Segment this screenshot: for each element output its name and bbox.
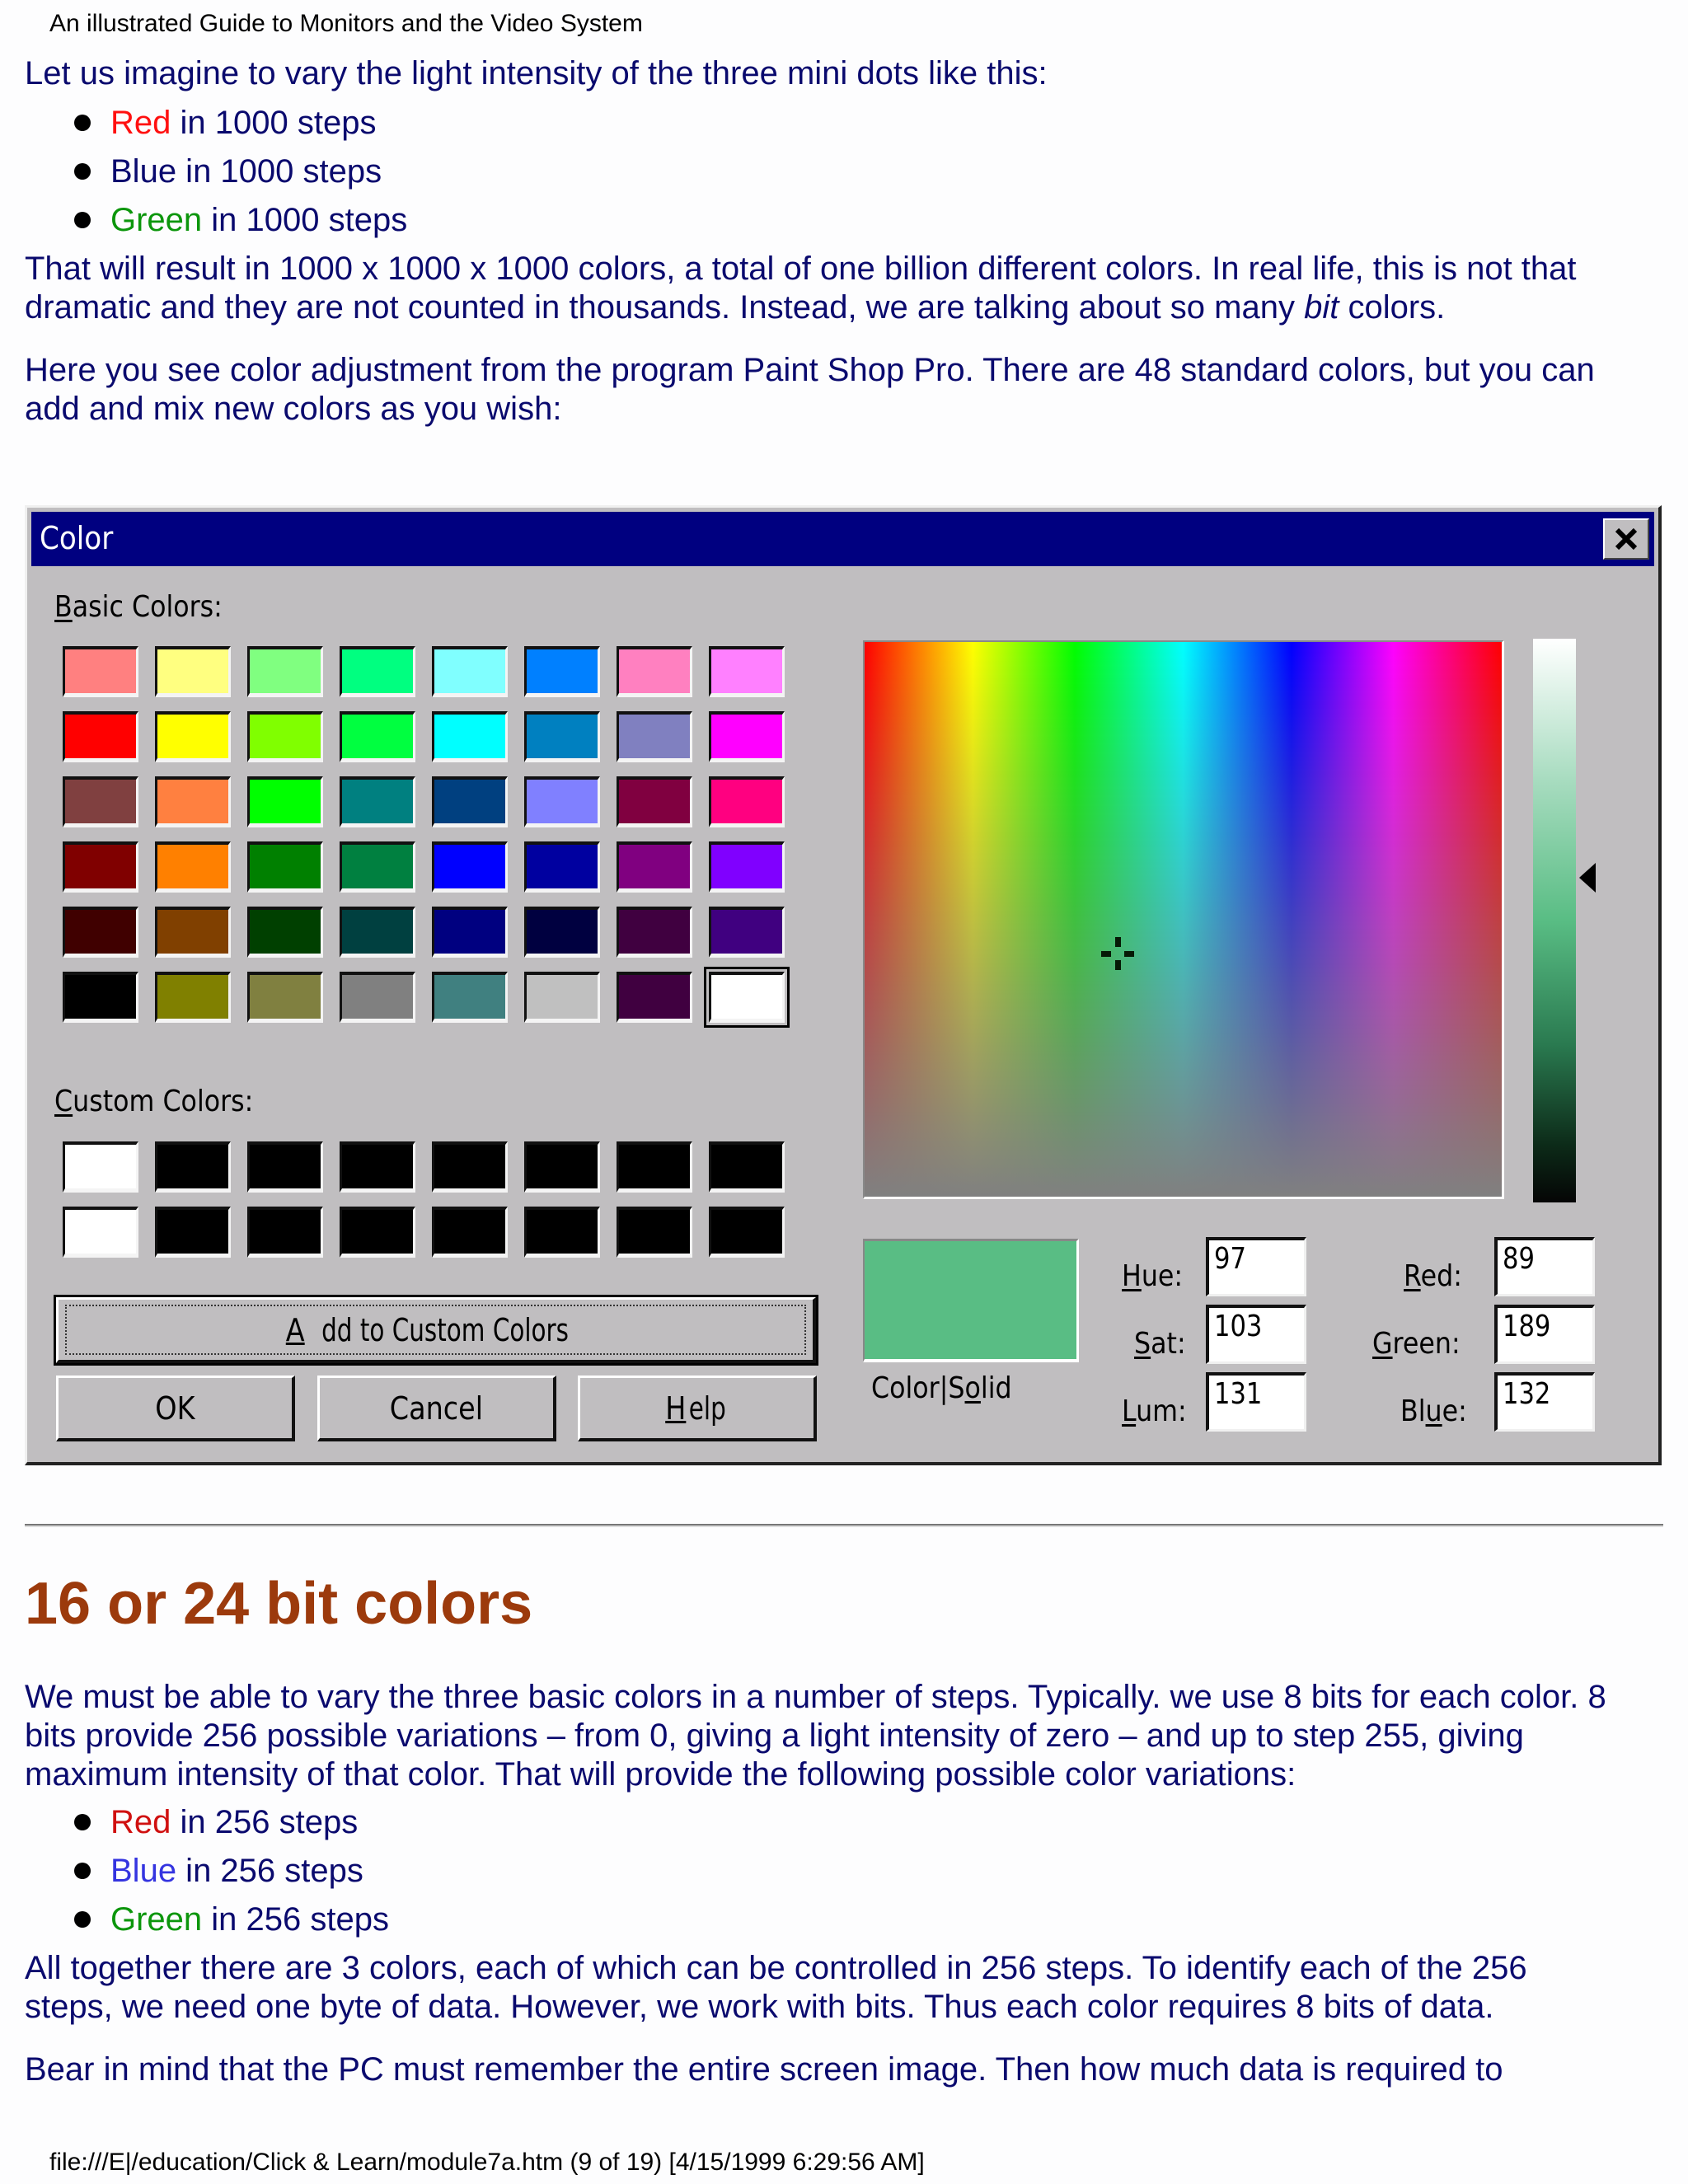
color-swatch[interactable] xyxy=(709,711,785,762)
color-swatch[interactable] xyxy=(63,972,138,1023)
bullet-icon xyxy=(74,212,91,228)
color-swatch[interactable] xyxy=(340,1141,415,1193)
custom-colors-label: Custom Colors: xyxy=(54,1085,254,1118)
color-swatch[interactable] xyxy=(524,972,600,1023)
color-swatch[interactable] xyxy=(432,1207,508,1258)
color-swatch[interactable] xyxy=(247,1141,323,1193)
lum-label: Lum: xyxy=(1122,1394,1187,1428)
color-swatch[interactable] xyxy=(63,646,138,697)
bullet-icon xyxy=(74,115,91,131)
close-button[interactable] xyxy=(1603,518,1649,560)
color-swatch[interactable] xyxy=(247,776,323,827)
color-swatch[interactable] xyxy=(432,711,508,762)
color-word: Red xyxy=(110,105,171,141)
color-swatch[interactable] xyxy=(524,1207,600,1258)
intro-paragraph: Let us imagine to vary the light intensity of the three mini dots like this: xyxy=(25,55,1048,91)
color-swatch[interactable] xyxy=(155,646,231,697)
color-spectrum-picker[interactable] xyxy=(863,640,1504,1199)
green-label: Green: xyxy=(1372,1327,1461,1361)
bullet-icon xyxy=(74,1863,91,1879)
color-word: Green xyxy=(110,202,203,238)
color-swatch[interactable] xyxy=(155,907,231,958)
sat-input[interactable]: 103 xyxy=(1206,1305,1306,1364)
color-swatch[interactable] xyxy=(432,776,508,827)
text: colors. xyxy=(1339,289,1446,326)
bullet-text: in 256 steps xyxy=(171,1804,359,1840)
color-swatch[interactable] xyxy=(524,776,600,827)
color-swatch[interactable] xyxy=(340,1207,415,1258)
color-swatch[interactable] xyxy=(432,841,508,893)
color-swatch[interactable] xyxy=(340,841,415,893)
color-swatch[interactable] xyxy=(155,841,231,893)
color-swatch[interactable] xyxy=(63,907,138,958)
color-swatch[interactable] xyxy=(247,841,323,893)
color-swatch[interactable] xyxy=(155,1141,231,1193)
color-swatch[interactable] xyxy=(63,1207,138,1258)
list-item xyxy=(74,201,407,240)
color-swatch[interactable] xyxy=(432,972,508,1023)
crosshair-icon[interactable] xyxy=(1101,937,1134,970)
page-header: An illustrated Guide to Monitors and the Video System xyxy=(49,10,643,37)
color-swatch[interactable] xyxy=(524,646,600,697)
color-swatch[interactable] xyxy=(432,907,508,958)
paragraph-line: Bear in mind that the PC must remember the entire screen image. Then how much data is required to xyxy=(25,2051,1503,2088)
list-item xyxy=(74,1900,389,1939)
color-word: Red xyxy=(110,1804,171,1840)
color-swatch[interactable] xyxy=(617,972,692,1023)
bullet-text: in 1000 steps xyxy=(202,202,408,238)
color-swatch[interactable] xyxy=(617,776,692,827)
color-swatch[interactable] xyxy=(155,1207,231,1258)
horizontal-rule xyxy=(25,1524,1663,1527)
close-icon xyxy=(1614,527,1639,551)
cancel-button[interactable]: Cancel xyxy=(317,1376,556,1441)
bullet-icon xyxy=(74,1814,91,1830)
color-swatch[interactable] xyxy=(247,907,323,958)
paragraph-line: maximum intensity of that color. That will provide the following possible color variations: xyxy=(25,1756,1296,1793)
color-swatch[interactable] xyxy=(340,646,415,697)
list-item xyxy=(74,152,382,191)
color-swatch[interactable] xyxy=(709,841,785,893)
blue-input[interactable]: 132 xyxy=(1494,1372,1595,1432)
paragraph-line: Here you see color adjustment from the program Paint Shop Pro. There are 48 standard colors, but you can xyxy=(25,352,1595,388)
color-swatch[interactable] xyxy=(247,711,323,762)
color-swatch[interactable] xyxy=(247,646,323,697)
italic-text: bit xyxy=(1304,289,1339,326)
green-input[interactable]: 189 xyxy=(1494,1305,1595,1364)
color-swatch[interactable] xyxy=(524,1141,600,1193)
color-swatch[interactable] xyxy=(247,972,323,1023)
list-item xyxy=(74,104,376,143)
text: dramatic and they are not counted in thousands. Instead, we are talking about so many xyxy=(25,289,1305,326)
color-swatch[interactable] xyxy=(155,711,231,762)
color-swatch[interactable] xyxy=(617,907,692,958)
lum-input[interactable]: 131 xyxy=(1206,1372,1306,1432)
paragraph-line: All together there are 3 colors, each of which can be controlled in 256 steps. To identify each of the 256 xyxy=(25,1950,1527,1986)
hue-label: Hue: xyxy=(1122,1259,1184,1293)
red-label: Red: xyxy=(1404,1259,1462,1293)
color-swatch[interactable] xyxy=(524,841,600,893)
color-swatch[interactable] xyxy=(247,1207,323,1258)
color-dialog xyxy=(25,505,1662,1465)
color-swatch[interactable] xyxy=(709,646,785,697)
list-item xyxy=(74,1803,358,1842)
section-heading: 16 or 24 bit colors xyxy=(25,1571,533,1637)
color-swatch[interactable] xyxy=(709,1207,785,1258)
dialog-title: Color xyxy=(40,520,114,556)
paragraph-line: steps, we need one byte of data. However, we work with bits. Thus each color requires 8 bits of data. xyxy=(25,1989,1494,2025)
color-swatch[interactable] xyxy=(617,646,692,697)
color-swatch[interactable] xyxy=(155,776,231,827)
color-swatch[interactable] xyxy=(340,907,415,958)
color-swatch[interactable] xyxy=(63,841,138,893)
ok-button[interactable]: OK xyxy=(56,1376,295,1441)
paragraph-line: add and mix new colors as you wish: xyxy=(25,391,562,427)
page-footer: file:///E|/education/Click & Learn/module7a.htm (9 of 19) [4/15/1999 6:29:56 AM] xyxy=(49,2149,925,2176)
paragraph-line: That will result in 1000 x 1000 x 1000 colors, a total of one billion different colors. In real life, this is not that xyxy=(25,251,1577,287)
bullet-text: in 1000 steps xyxy=(176,153,382,190)
color-swatch[interactable] xyxy=(155,972,231,1023)
color-swatch[interactable] xyxy=(709,1141,785,1193)
sat-label: Sat: xyxy=(1134,1327,1186,1361)
paragraph-line xyxy=(25,288,1445,327)
color-solid-label: Color|Solid xyxy=(871,1371,1012,1405)
color-swatch[interactable] xyxy=(617,1141,692,1193)
add-to-custom-colors-button[interactable]: A dd to Custom Colors xyxy=(56,1297,816,1363)
color-swatch[interactable] xyxy=(617,841,692,893)
color-swatch[interactable] xyxy=(524,907,600,958)
color-swatch[interactable] xyxy=(340,776,415,827)
color-swatch[interactable] xyxy=(340,711,415,762)
slider-arrow-icon[interactable] xyxy=(1579,863,1596,893)
paragraph-line: We must be able to vary the three basic colors in a number of steps. Typically. we use 8 bits for each color. 8 xyxy=(25,1679,1606,1715)
color-swatch[interactable] xyxy=(617,711,692,762)
list-item xyxy=(74,1852,363,1891)
red-input[interactable]: 89 xyxy=(1494,1237,1595,1296)
bullet-text: in 256 steps xyxy=(176,1853,363,1889)
bullet-icon xyxy=(74,163,91,180)
color-word: Blue xyxy=(110,153,177,190)
color-swatch[interactable] xyxy=(63,776,138,827)
color-swatch[interactable] xyxy=(432,1141,508,1193)
color-word: Blue xyxy=(110,1853,177,1889)
color-word: Green xyxy=(110,1901,203,1938)
color-swatch[interactable] xyxy=(617,1207,692,1258)
blue-label: Blue: xyxy=(1400,1394,1467,1428)
color-swatch[interactable] xyxy=(432,646,508,697)
color-swatch[interactable] xyxy=(709,972,785,1023)
bullet-icon xyxy=(74,1911,91,1928)
paragraph-line: bits provide 256 possible variations – from 0, giving a light intensity of zero – and up to step 255, giving xyxy=(25,1718,1524,1754)
color-swatch[interactable] xyxy=(524,711,600,762)
bullet-text: in 256 steps xyxy=(202,1901,389,1938)
color-swatch[interactable] xyxy=(340,972,415,1023)
color-swatch[interactable] xyxy=(63,711,138,762)
basic-colors-label: Basic Colors: xyxy=(54,590,223,624)
help-button[interactable]: Help xyxy=(578,1376,817,1441)
color-preview xyxy=(863,1239,1079,1362)
color-swatch[interactable] xyxy=(709,776,785,827)
hue-input[interactable]: 97 xyxy=(1206,1237,1306,1296)
dialog-titlebar[interactable] xyxy=(31,512,1654,566)
luminance-slider[interactable] xyxy=(1533,639,1576,1202)
color-swatch[interactable] xyxy=(709,907,785,958)
color-swatch[interactable] xyxy=(63,1141,138,1193)
bullet-text: in 1000 steps xyxy=(171,105,377,141)
